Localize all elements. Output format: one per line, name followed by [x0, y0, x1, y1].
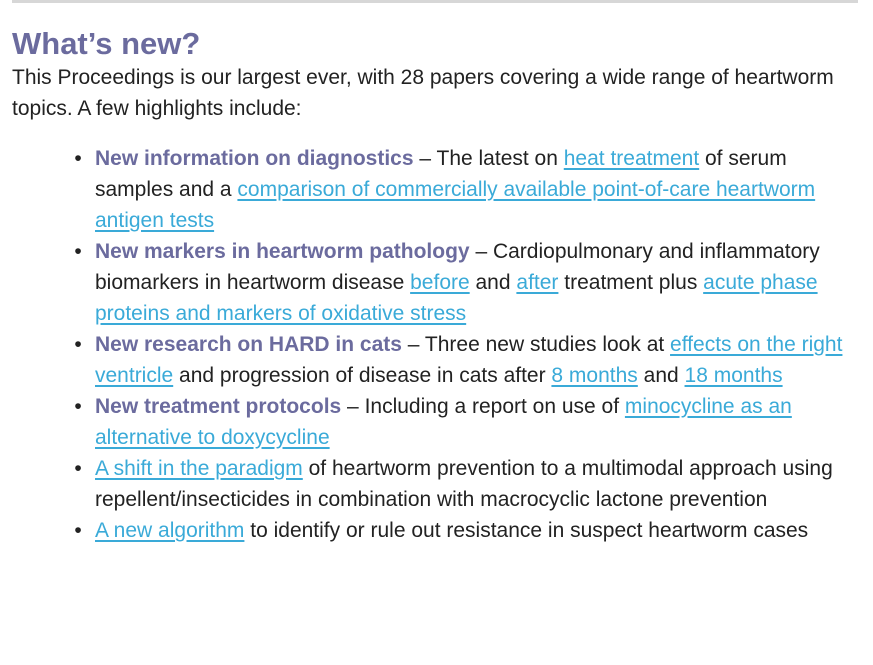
- item-text: – The latest on: [413, 147, 564, 170]
- item-text: of heartworm prevention to a multimodal approach using repellent/insecticides in combination with macrocyclic lactone prevention: [95, 457, 833, 511]
- bullet-icon: •: [74, 147, 82, 170]
- bullet-icon: •: [74, 457, 82, 480]
- link-heat-treatment[interactable]: heat treatment: [563, 147, 700, 170]
- item-text: of serum samples and a: [95, 147, 787, 201]
- link-paradigm-shift[interactable]: A shift in the paradigm: [95, 457, 303, 480]
- list-item: [74, 391, 865, 453]
- bullet-icon: •: [74, 395, 82, 418]
- item-lead: New treatment protocols: [95, 395, 342, 418]
- bullet-icon: •: [74, 240, 82, 263]
- item-text: and: [637, 364, 685, 387]
- item-text: treatment plus: [558, 271, 704, 294]
- item-lead: New research on HARD in cats: [95, 333, 402, 356]
- link-after[interactable]: after: [516, 271, 559, 294]
- bullet-icon: •: [74, 519, 82, 542]
- link-acute-phase-proteins[interactable]: acute phase proteins and markers of oxidative stress: [95, 271, 818, 325]
- link-new-algorithm[interactable]: A new algorithm: [95, 519, 245, 542]
- link-18-months[interactable]: 18 months: [684, 364, 783, 387]
- intro-paragraph: This Proceedings is our largest ever, with 28 papers covering a wide range of heartworm topics. A few highlights include:: [12, 66, 834, 120]
- item-text: – Three new studies look at: [401, 333, 671, 356]
- link-minocycline[interactable]: minocycline as an alternative to doxycycline: [95, 395, 792, 449]
- list-item: [74, 453, 865, 515]
- list-item: [74, 515, 865, 546]
- list-item: [74, 329, 865, 391]
- link-8-months[interactable]: 8 months: [551, 364, 638, 387]
- item-text: and: [469, 271, 517, 294]
- item-text: to identify or rule out resistance in suspect heartworm cases: [244, 519, 809, 542]
- list-item: [74, 143, 865, 236]
- list-item: [74, 236, 865, 329]
- link-right-ventricle[interactable]: effects on the right ventricle: [95, 333, 843, 387]
- item-text: – Cardiopulmonary and inflammatory biomarkers in heartworm disease: [95, 240, 820, 294]
- item-lead: New markers in heartworm pathology: [95, 240, 470, 263]
- item-lead: New information on diagnostics: [95, 147, 414, 170]
- link-before[interactable]: before: [410, 271, 470, 294]
- link-antigen-test-comparison[interactable]: comparison of commercially available point-of-care heartworm antigen tests: [95, 178, 816, 232]
- bullet-icon: •: [74, 333, 82, 356]
- item-text: and progression of disease in cats after: [173, 364, 552, 387]
- item-text: – Including a report on use of: [341, 395, 625, 418]
- top-divider: [12, 0, 858, 3]
- section-heading: What’s new?: [12, 26, 201, 61]
- highlights-list: [74, 143, 865, 546]
